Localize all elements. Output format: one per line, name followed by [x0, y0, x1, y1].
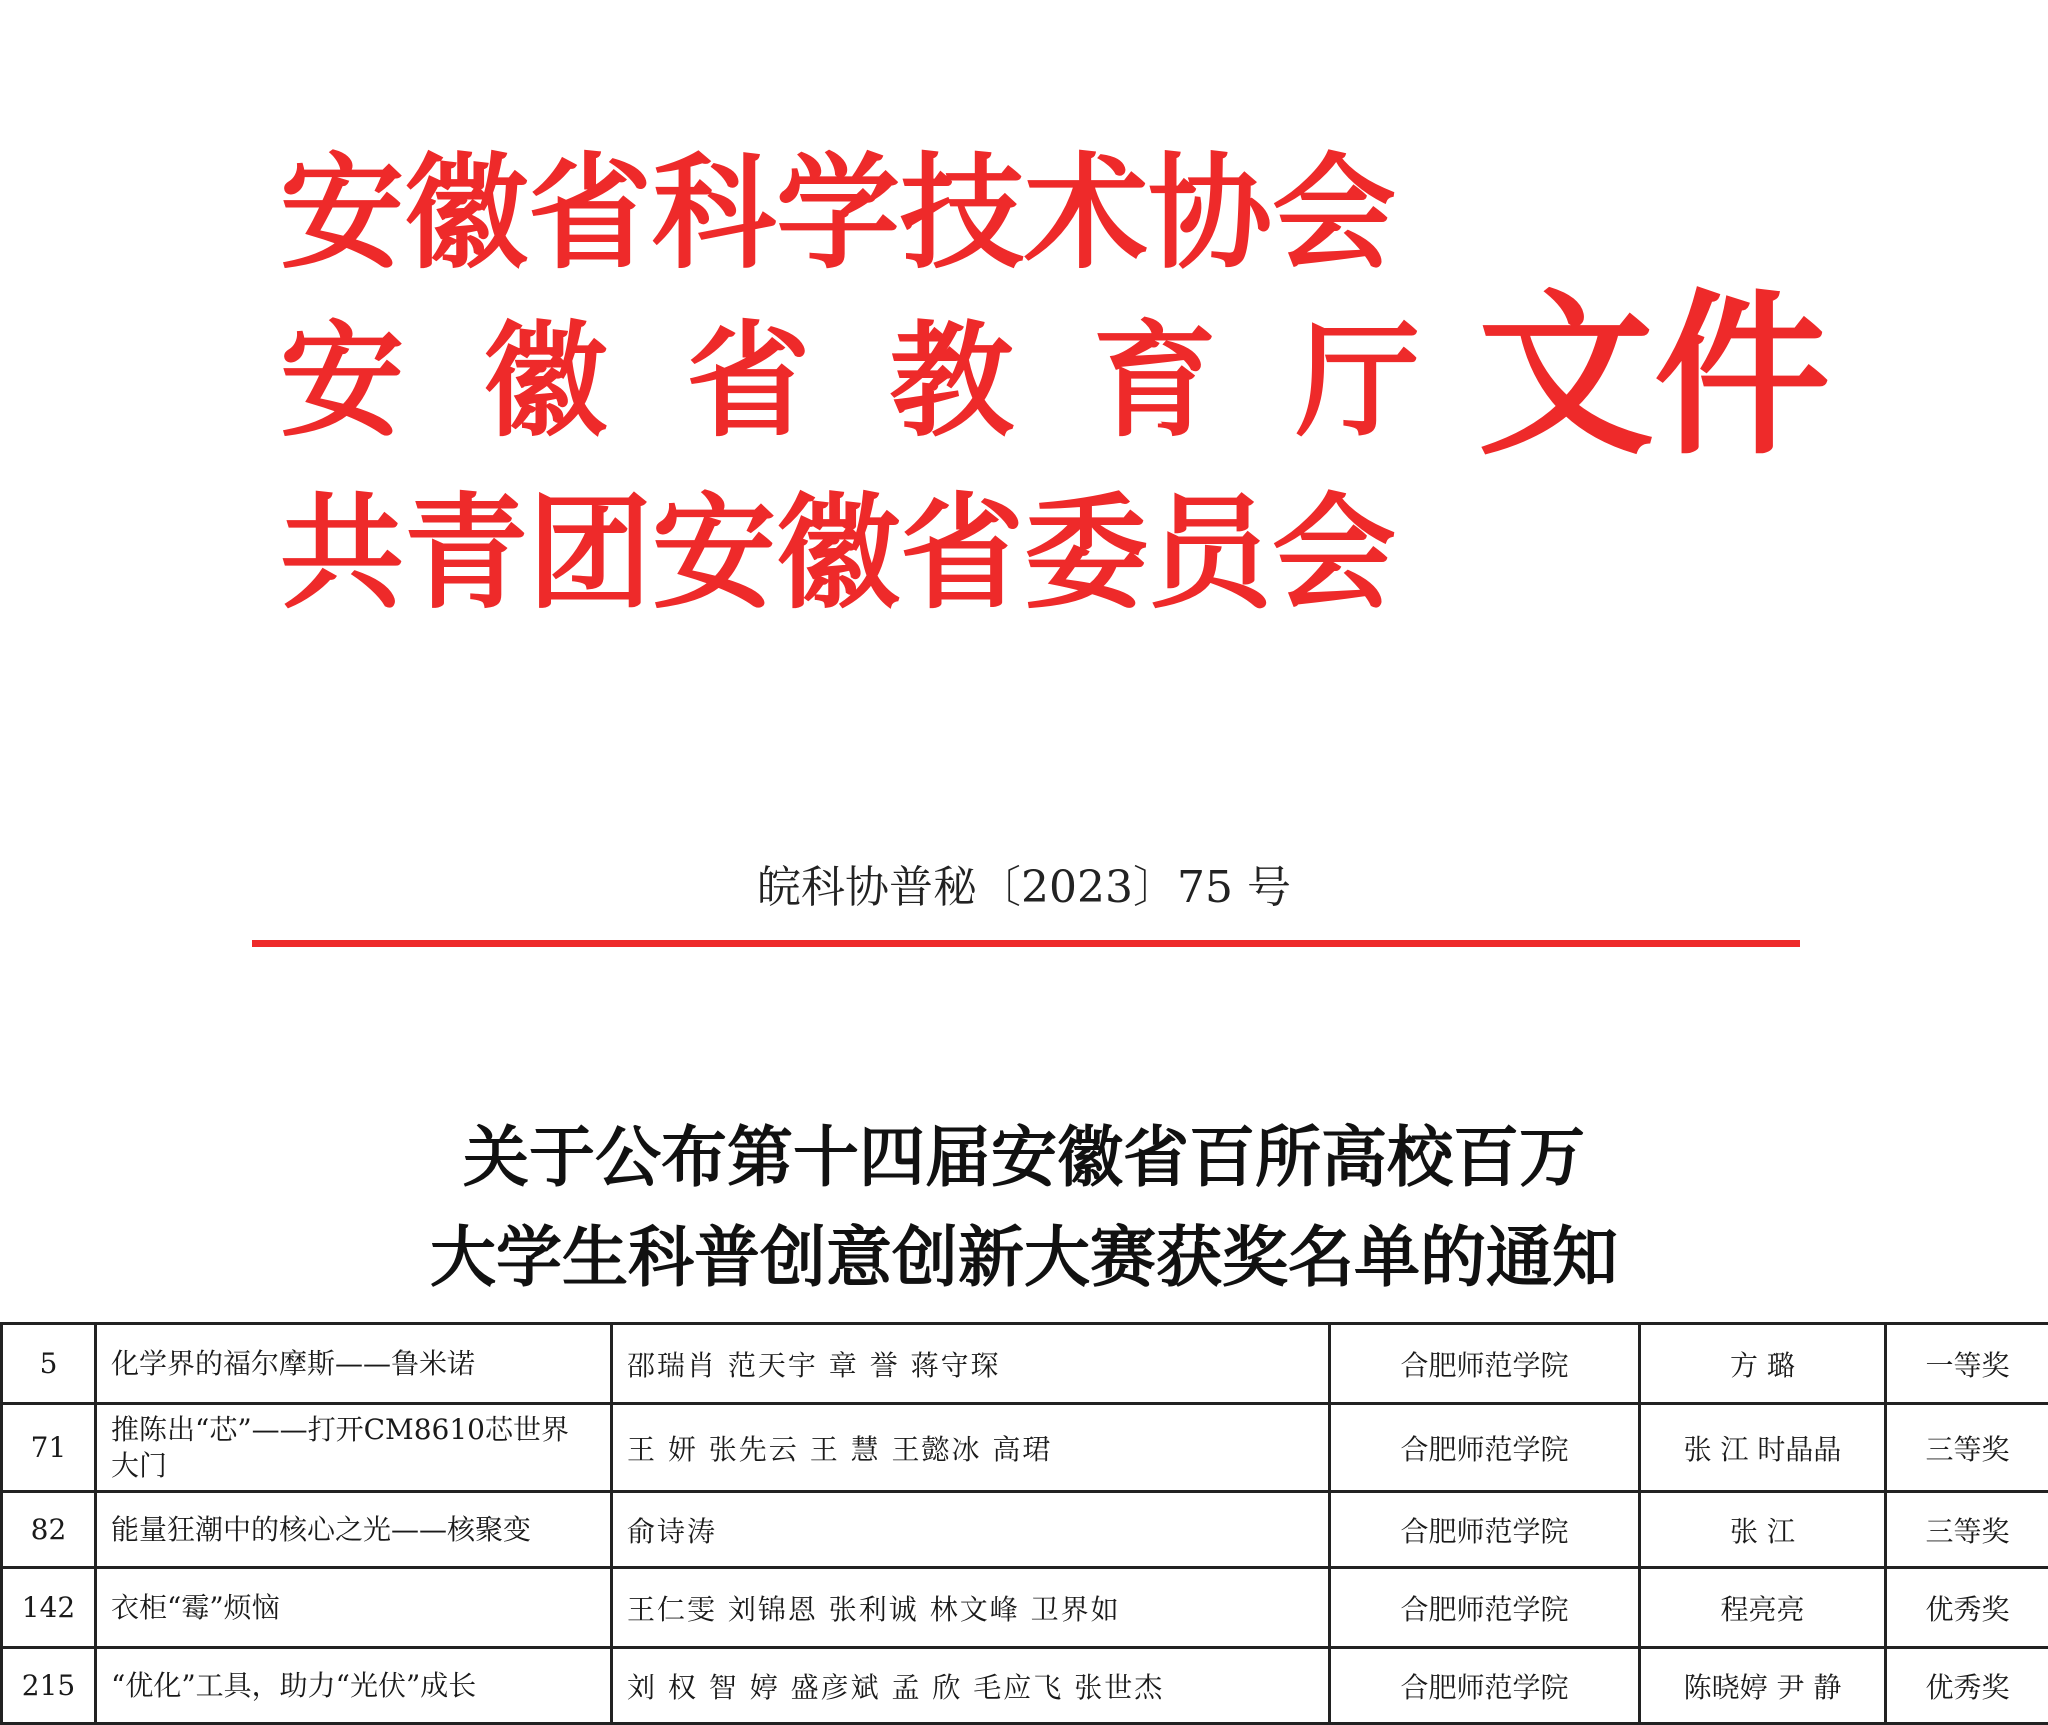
entry-advisor: 张 江 时晶晶: [1640, 1404, 1886, 1492]
org-name-education-department: [280, 320, 1420, 444]
entry-school: 合肥师范学院: [1330, 1648, 1640, 1724]
entry-school: 合肥师范学院: [1330, 1404, 1640, 1492]
org-char: 厅: [1296, 320, 1420, 444]
table-row: [2, 1648, 2048, 1724]
entry-authors: 王 妍 张先云 王 慧 王懿冰 高珺: [612, 1404, 1330, 1492]
entry-authors: 刘 权 智 婷 盛彦斌 孟 欣 毛应飞 张世杰: [612, 1648, 1330, 1724]
entry-title: 推陈出“芯”——打开CM8610芯世界大门: [96, 1404, 612, 1492]
table-row: [2, 1404, 2048, 1492]
entry-number: 5: [2, 1324, 96, 1404]
entry-number: 215: [2, 1648, 96, 1724]
entry-title: 衣柜“霉”烦恼: [96, 1568, 612, 1648]
notice-title-line-2: 大学生科普创意创新大赛获奖名单的通知: [0, 1208, 2048, 1308]
document-number: 皖科协普秘〔2023〕75 号: [0, 860, 2048, 916]
table-row: [2, 1568, 2048, 1648]
org-char: 安: [280, 320, 404, 444]
entry-school: 合肥师范学院: [1330, 1492, 1640, 1568]
award-table: [0, 1322, 2048, 1725]
org-name-science-association: 安徽省科学技术协会: [280, 152, 1396, 276]
entry-award: 三等奖: [1886, 1404, 2048, 1492]
table-row: [2, 1324, 2048, 1404]
red-divider: [252, 940, 1800, 947]
org-char: 教: [890, 320, 1014, 444]
entry-award: 优秀奖: [1886, 1648, 2048, 1724]
entry-authors: 俞诗涛: [612, 1492, 1330, 1568]
document-type-label: 文件: [1478, 288, 1830, 464]
entry-advisor: 方 璐: [1640, 1324, 1886, 1404]
entry-authors: 邵瑞肖 范天宇 章 誉 蒋守琛: [612, 1324, 1330, 1404]
entry-advisor: 张 江: [1640, 1492, 1886, 1568]
notice-title: [0, 1108, 2048, 1308]
org-char: 徽: [483, 320, 607, 444]
entry-school: 合肥师范学院: [1330, 1324, 1640, 1404]
org-char: 省: [686, 320, 810, 444]
entry-number: 142: [2, 1568, 96, 1648]
notice-title-line-1: 关于公布第十四届安徽省百所高校百万: [0, 1108, 2048, 1208]
entry-award: 一等奖: [1886, 1324, 2048, 1404]
entry-authors: 王仁雯 刘锦恩 张利诚 林文峰 卫界如: [612, 1568, 1330, 1648]
entry-number: 71: [2, 1404, 96, 1492]
entry-title: “优化”工具，助力“光伏”成长: [96, 1648, 612, 1724]
org-name-youth-league: 共青团安徽省委员会: [280, 492, 1396, 616]
entry-number: 82: [2, 1492, 96, 1568]
entry-advisor: 程亮亮: [1640, 1568, 1886, 1648]
entry-advisor: 陈晓婷 尹 静: [1640, 1648, 1886, 1724]
org-char: 育: [1093, 320, 1217, 444]
entry-award: 优秀奖: [1886, 1568, 2048, 1648]
entry-title: 能量狂潮中的核心之光——核聚变: [96, 1492, 612, 1568]
entry-title: 化学界的福尔摩斯——鲁米诺: [96, 1324, 612, 1404]
table-row: [2, 1492, 2048, 1568]
entry-award: 三等奖: [1886, 1492, 2048, 1568]
entry-school: 合肥师范学院: [1330, 1568, 1640, 1648]
